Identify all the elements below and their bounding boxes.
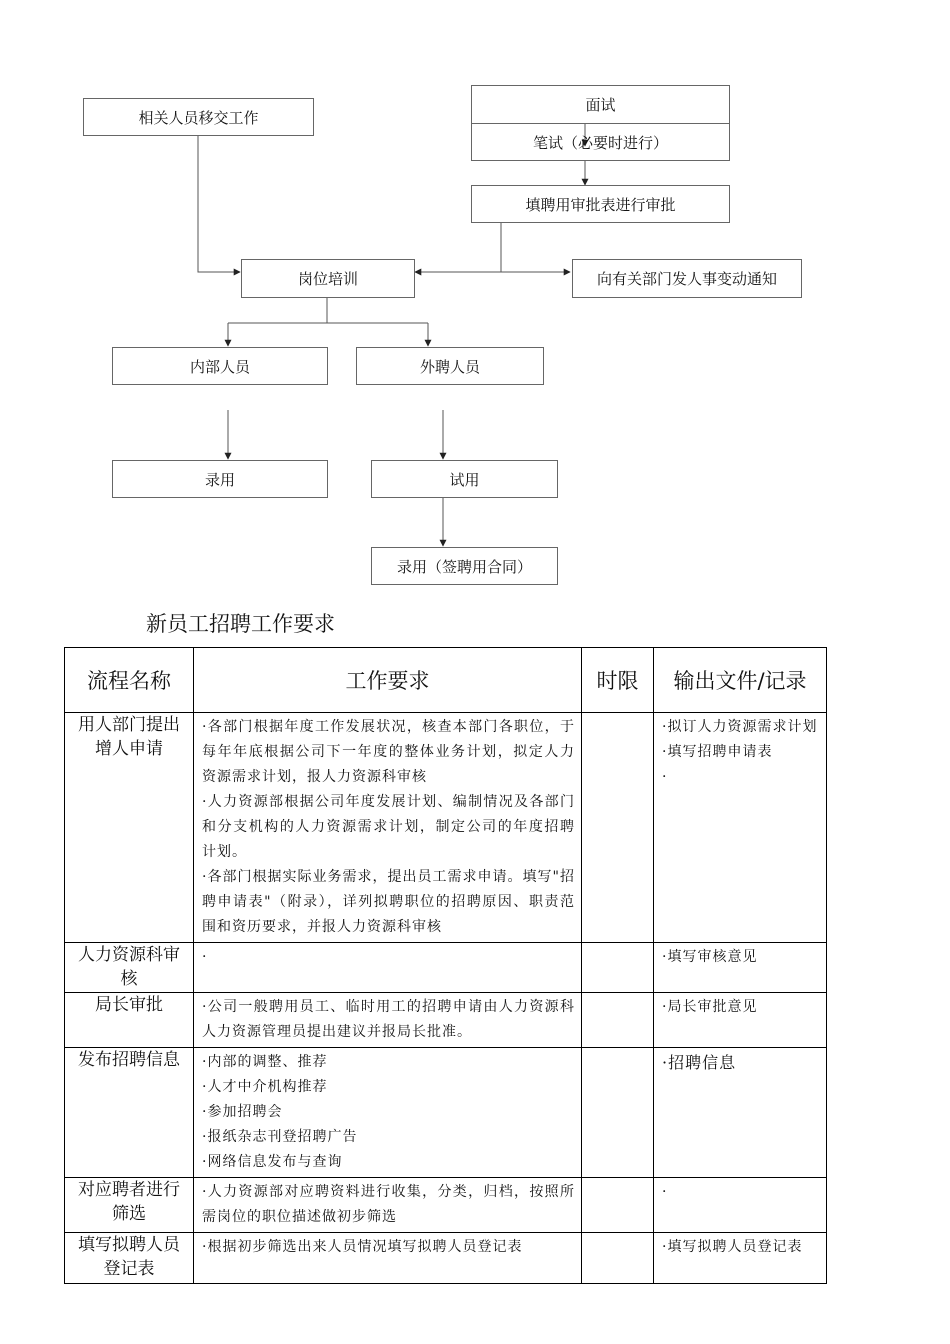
row-requirements — [194, 993, 582, 1048]
requirement-item: ·内部的调整、推荐 — [202, 1054, 328, 1070]
row-output — [654, 1048, 827, 1178]
row-name: 填写拟聘人员登记表 — [65, 1233, 194, 1284]
box-written-test: 笔试（必要时进行） — [471, 123, 730, 161]
row-time-limit — [582, 1178, 654, 1233]
table-row — [65, 713, 827, 943]
output-item: ·填写审核意见 — [662, 949, 758, 965]
row-requirements — [194, 1233, 582, 1284]
output-item: ·填写招聘申请表 — [662, 744, 773, 760]
row-output — [654, 1233, 827, 1284]
row-time-limit — [582, 713, 654, 943]
row-name: 对应聘者进行筛选 — [65, 1178, 194, 1233]
table-header-row — [65, 648, 827, 713]
table-row — [65, 993, 827, 1048]
header-output: 输出文件/记录 — [654, 648, 827, 713]
output-item: · — [662, 1184, 668, 1200]
row-output — [654, 1178, 827, 1233]
row-output — [654, 713, 827, 943]
box-notify: 向有关部门发人事变动通知 — [572, 259, 802, 298]
requirements-table — [64, 647, 827, 1284]
row-name: 局长审批 — [65, 993, 194, 1048]
box-external: 外聘人员 — [356, 347, 544, 385]
row-output — [654, 993, 827, 1048]
requirement-item: ·网络信息发布与查询 — [202, 1154, 343, 1170]
box-training: 岗位培训 — [241, 259, 415, 298]
requirement-item: ·公司一般聘用员工、临时用工的招聘申请由人力资源科人力资源管理员提出建议并报局长批准。 — [202, 999, 575, 1040]
header-process: 流程名称 — [65, 648, 194, 713]
requirement-item: ·根据初步筛选出来人员情况填写拟聘人员登记表 — [202, 1239, 523, 1255]
box-hire-internal: 录用 — [112, 460, 328, 498]
box-handover: 相关人员移交工作 — [83, 98, 314, 136]
row-time-limit — [582, 943, 654, 993]
connector-handover-training — [198, 136, 240, 272]
output-item: ·招聘信息 — [662, 1053, 737, 1072]
table-row — [65, 1048, 827, 1178]
row-requirements — [194, 1178, 582, 1233]
output-item: ·拟订人力资源需求计划 — [662, 719, 818, 735]
row-name: 人力资源科审核 — [65, 943, 194, 993]
box-hire-contract: 录用（签聘用合同） — [371, 547, 558, 585]
requirement-item: ·参加招聘会 — [202, 1104, 283, 1120]
requirement-item: · — [202, 949, 208, 965]
output-item: ·填写拟聘人员登记表 — [662, 1239, 803, 1255]
box-approval: 填聘用审批表进行审批 — [471, 185, 730, 223]
requirement-item: ·人才中介机构推荐 — [202, 1079, 328, 1095]
requirement-item: ·各部门根据年度工作发展状况，核查本部门各职位，于每年年底根据公司下一年度的整体业务计划，拟定人力资源需求计划，报人力资源科审核 — [202, 719, 575, 785]
row-requirements — [194, 1048, 582, 1178]
requirement-item: ·报纸杂志刊登招聘广告 — [202, 1129, 358, 1145]
requirement-item: ·人力资源部根据公司年度发展计划、编制情况及各部门和分支机构的人力资源需求计划，制定公司的年度招聘计划。 — [202, 794, 575, 860]
table-row — [65, 1233, 827, 1284]
row-name: 发布招聘信息 — [65, 1048, 194, 1178]
row-time-limit — [582, 993, 654, 1048]
table-row — [65, 943, 827, 993]
requirement-item: ·人力资源部对应聘资料进行收集，分类，归档，按照所需岗位的职位描述做初步筛选 — [202, 1184, 575, 1225]
output-item: · — [662, 769, 668, 785]
row-name: 用人部门提出增人申请 — [65, 713, 194, 943]
row-time-limit — [582, 1233, 654, 1284]
row-requirements — [194, 943, 582, 993]
header-requirements: 工作要求 — [194, 648, 582, 713]
row-output — [654, 943, 827, 993]
header-time-limit: 时限 — [582, 648, 654, 713]
row-requirements — [194, 713, 582, 943]
box-internal: 内部人员 — [112, 347, 328, 385]
box-interview: 面试 — [471, 85, 730, 124]
table-row — [65, 1178, 827, 1233]
requirement-item: ·各部门根据实际业务需求，提出员工需求申请。填写"招聘申请表"（附录），详列拟聘职位的招聘原因、职责范围和资历要求，并报人力资源科审核 — [202, 869, 575, 935]
row-time-limit — [582, 1048, 654, 1178]
box-probation: 试用 — [371, 460, 558, 498]
section-title: 新员工招聘工作要求 — [146, 612, 335, 636]
output-item: ·局长审批意见 — [662, 999, 758, 1015]
